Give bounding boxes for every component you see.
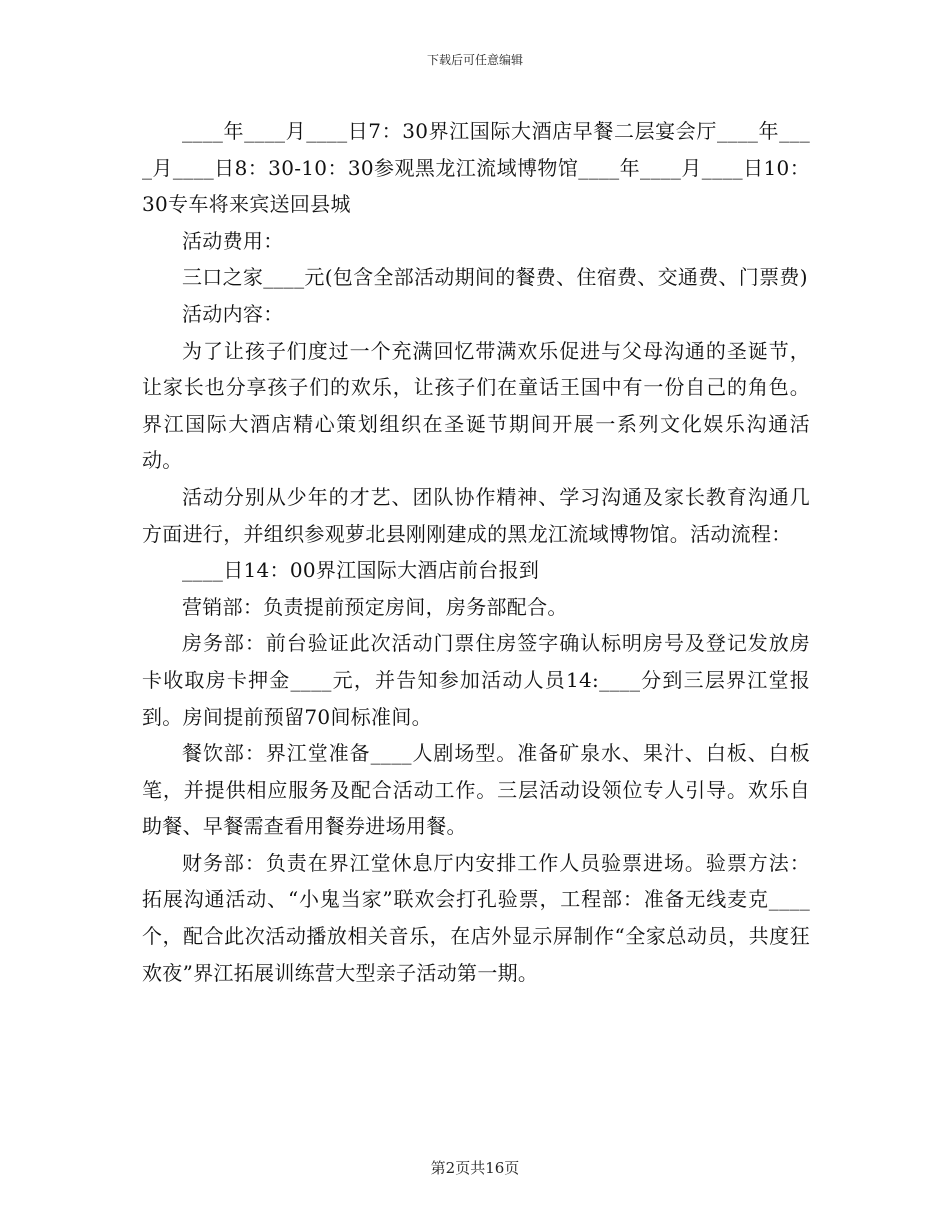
- paragraph-fee-detail: 三口之家____元(包含全部活动期间的餐费、住宿费、交通费、门票费): [182, 265, 808, 290]
- document-body: [142, 113, 810, 991]
- paragraph-housekeeping-dept: 房务部：前台验证此次活动门票住房签字确认标明房号及登记发放房卡收取房卡押金____元，并告知参加活动人员14:____分到三层界江堂报到。房间提前预留70间标准间。: [142, 631, 810, 729]
- paragraph-checkin: ____日14：00界江国际大酒店前台报到: [182, 558, 540, 583]
- page-number: 第2页共16页: [430, 1159, 520, 1177]
- paragraph-finance-dept: 财务部：负责在界江堂休息厅内安排工作人员验票进场。验票方法：拓展沟通活动、“小鬼当家”联欢会打孔验票，工程部：准备无线麦克____个，配合此次活动播放相关音乐，在店外显示屏制作“全家总动员，共度狂欢夜”界江拓展训练营大型亲子活动第一期。: [142, 850, 810, 985]
- paragraph-activity-scope: 活动分别从少年的才艺、团队协作精神、学习沟通及家长教育沟通几方面进行，并组织参观萝北县刚刚建成的黑龙江流域博物馆。活动流程：: [142, 484, 810, 546]
- paragraph-content-intro: 为了让孩子们度过一个充满回忆带满欢乐促进与父母沟通的圣诞节，让家长也分享孩子们的欢乐，让孩子们在童话王国中有一份自己的角色。界江国际大酒店精心策划组织在圣诞节期间开展一系列文化娱乐沟通活动。: [142, 338, 810, 473]
- paragraph-catering-dept: 餐饮部：界江堂准备____人剧场型。准备矿泉水、果汁、白板、白板笔，并提供相应服务及配合活动工作。三层活动设领位专人引导。欢乐自助餐、早餐需查看用餐券进场用餐。: [142, 741, 810, 839]
- paragraph-fee-heading: 活动费用：: [182, 228, 284, 253]
- paragraph-marketing-dept: 营销部：负责提前预定房间，房务部配合。: [182, 594, 568, 619]
- page-header: 下载后可任意编辑: [426, 53, 523, 67]
- paragraph-content-heading: 活动内容：: [182, 301, 284, 326]
- paragraph-schedule: ____年____月____日7：30界江国际大酒店早餐二层宴会厅____年____月____日8：30-10：30参观黑龙江流域博物馆____年____月____日10：30专车将来宾送回县城: [142, 119, 810, 217]
